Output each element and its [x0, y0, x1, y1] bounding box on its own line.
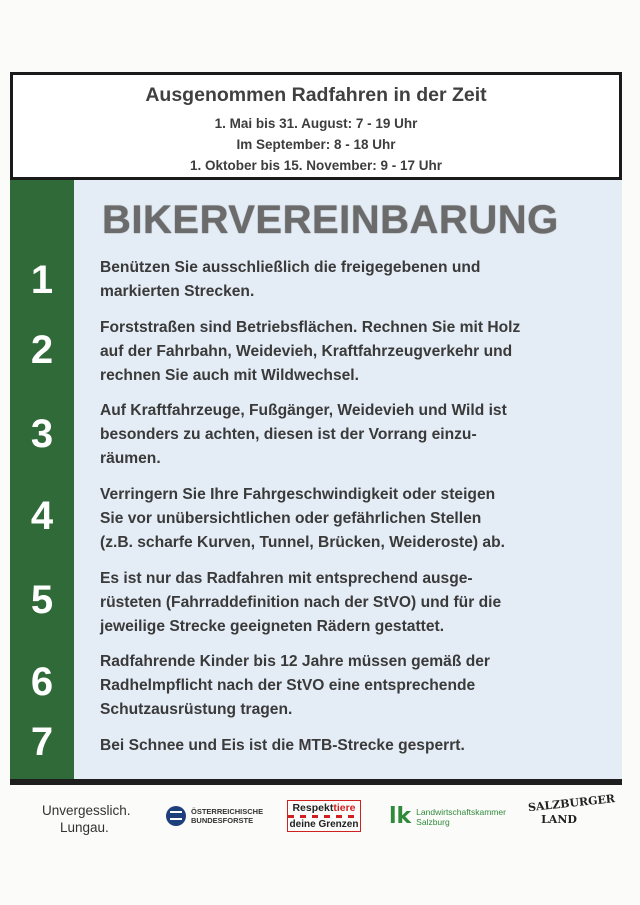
- logo-text: BUNDESFORSTE: [191, 816, 254, 825]
- rule-line: Sie vor unübersichtlichen oder gefährlichen Stellen: [100, 510, 482, 527]
- rule-line: auf der Fahrbahn, Weidevieh, Kraftfahrzeugverkehr und: [100, 343, 513, 360]
- bundesforste-emblem-icon: [166, 806, 186, 826]
- rule-text-3: [100, 399, 610, 471]
- rule-number-2: 2: [30, 328, 54, 372]
- exception-period-summer: 1. Mai bis 31. August: 7 - 19 Uhr: [214, 116, 418, 131]
- logo-text: Unvergesslich.: [42, 803, 131, 818]
- logo-text: tiere: [333, 802, 356, 814]
- landwirtschaftskammer-logo: [389, 804, 506, 829]
- respektiere-logo: [287, 800, 361, 832]
- rule-line: Bei Schnee und Eis ist die MTB-Strecke gesperrt.: [100, 737, 465, 754]
- rule-text-4: [100, 483, 610, 555]
- logo-text: Landwirtschaftskammer: [416, 806, 506, 817]
- rule-number-1: 1: [30, 258, 54, 302]
- exception-period-september: Im September: 8 - 18 Uhr: [236, 137, 396, 152]
- rule-line: Radhelmpflicht nach der StVO eine entsprechende: [100, 677, 476, 694]
- rules-panel: [10, 180, 622, 785]
- rule-number-6: 6: [30, 660, 54, 704]
- salzburger-land-logo: [527, 792, 616, 826]
- logo-text: Respekt: [292, 802, 334, 814]
- rule-number-3: 3: [30, 412, 54, 456]
- logo-text: LAND: [541, 813, 577, 826]
- page-title: BIKERVEREINBARUNG: [102, 198, 559, 242]
- rule-line: Verringern Sie Ihre Fahrgeschwindigkeit oder steigen: [100, 486, 496, 503]
- rule-line: markierten Strecken.: [100, 283, 255, 300]
- rule-line: Forststraßen sind Betriebsflächen. Rechnen Sie mit Holz: [100, 319, 521, 336]
- exception-title: Ausgenommen Radfahren in der Zeit: [145, 84, 487, 106]
- rule-text-1: [100, 256, 610, 304]
- rule-text-5: [100, 567, 610, 639]
- sponsor-logos: [0, 792, 640, 852]
- logo-text: SALZBURGER: [527, 792, 616, 815]
- logo-text: ÖSTERREICHISCHE: [191, 807, 264, 816]
- rule-line: Es ist nur das Radfahren mit entsprechend ausge-: [100, 570, 473, 587]
- logo-text: Salzburg: [416, 816, 450, 827]
- rule-text-6: [100, 650, 610, 722]
- rule-number-5: 5: [30, 578, 54, 622]
- exception-period-autumn: 1. Oktober bis 15. November: 9 - 17 Uhr: [189, 158, 443, 173]
- rule-line: rechnen Sie auch mit Wildwechsel.: [100, 367, 359, 384]
- rule-line: jeweilige Strecke geeigneten Rädern gestattet.: [100, 618, 445, 635]
- rule-line: (z.B. scharfe Kurven, Tunnel, Brücken, Weideroste) ab.: [100, 534, 505, 551]
- rule-line: Radfahrende Kinder bis 12 Jahre müssen gemäß der: [100, 653, 490, 670]
- time-exception-box: [10, 72, 622, 180]
- rule-line: Schutzausrüstung tragen.: [100, 701, 293, 718]
- rule-number-7: 7: [30, 720, 54, 764]
- bundesforste-logo: [166, 806, 263, 826]
- rule-number-4: 4: [30, 494, 54, 538]
- logo-text: Lungau.: [60, 820, 109, 835]
- rule-line: Benützen Sie ausschließlich die freigegebenen und: [100, 259, 481, 276]
- rule-line: Auf Kraftfahrzeuge, Fußgänger, Weidevieh und Wild ist: [100, 402, 507, 419]
- rule-line: rüsteten (Fahrraddefinition nach der StVO) und für die: [100, 594, 502, 611]
- lungau-logo: [42, 802, 131, 836]
- rule-line: räumen.: [100, 450, 161, 467]
- rule-text-7: [100, 734, 610, 758]
- rule-text-2: [100, 316, 610, 388]
- logo-text: deine Grenzen: [289, 819, 359, 830]
- lk-mark-icon: lk: [389, 804, 412, 829]
- rule-line: besonders zu achten, diesen ist der Vorrang einzu-: [100, 426, 477, 443]
